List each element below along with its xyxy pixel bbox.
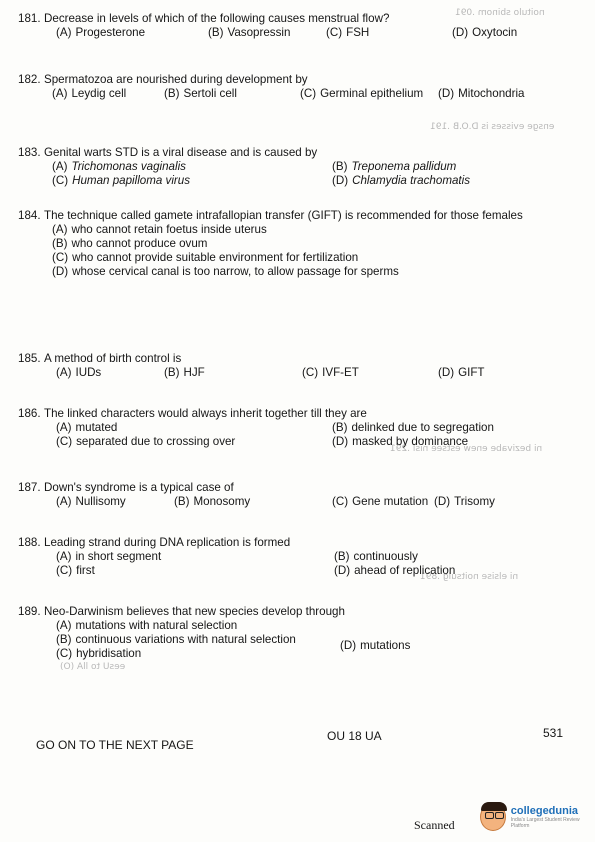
question-number: 182. xyxy=(18,73,41,86)
option-d: (D) whose cervical canal is too narrow, to allow passage for sperms xyxy=(52,265,399,278)
question-number: 186. xyxy=(18,407,41,420)
option-a: (A) who cannot retain foetus inside uterus xyxy=(52,223,267,236)
option-a: (A) IUDs xyxy=(56,366,102,379)
question-text: Decrease in levels of which of the following causes menstrual flow? xyxy=(44,12,390,25)
question-number: 183. xyxy=(18,146,41,159)
option-d: (D) GIFT xyxy=(438,366,485,379)
option-a: (A) mutations with natural selection xyxy=(56,619,238,632)
option-d: (D) mutations xyxy=(340,639,411,652)
option-a: (A) Progesterone xyxy=(56,26,146,39)
question-189 xyxy=(18,605,578,661)
option-d: (D) Chlamydia trachomatis xyxy=(332,174,471,187)
option-d: (D) Oxytocin xyxy=(452,26,518,39)
page-number: 531 xyxy=(543,726,564,740)
option-c: (C) Gene mutation xyxy=(332,495,429,508)
question-181 xyxy=(18,12,578,40)
option-d: (D) ahead of replication xyxy=(334,564,456,577)
question-number: 185. xyxy=(18,352,41,365)
option-d: (D) Mitochondria xyxy=(438,87,525,100)
option-c: (C) FSH xyxy=(326,26,370,39)
question-text: Genital warts STD is a viral disease and is caused by xyxy=(44,146,318,159)
option-c: (C) Germinal epithelium xyxy=(300,87,424,100)
question-186 xyxy=(18,407,578,449)
option-b: (B) continuously xyxy=(334,550,418,563)
option-c: (C) IVF-ET xyxy=(302,366,359,379)
question-182 xyxy=(18,73,578,101)
question-number: 189. xyxy=(18,605,41,618)
option-b: (B) HJF xyxy=(164,366,205,379)
option-b: (B) continuous variations with natural selection xyxy=(56,633,296,646)
bleed-through-text: ni elsise noitsulg .891 xyxy=(420,572,519,582)
option-a: (A) Leydig cell xyxy=(52,87,127,100)
option-d: (D) Trisomy xyxy=(434,495,495,508)
option-b: (B) Sertoli cell xyxy=(164,87,237,100)
bleed-through-text: noitulo sbinom .091 xyxy=(455,8,545,18)
question-number: 184. xyxy=(18,209,41,222)
option-a: (A) Trichomonas vaginalis xyxy=(52,160,186,173)
option-b: (B) delinked due to segregation xyxy=(332,421,494,434)
question-number: 181. xyxy=(18,12,41,25)
question-number: 187. xyxy=(18,481,41,494)
option-a: (A) mutated xyxy=(56,421,118,434)
collegedunia-logo xyxy=(480,800,592,834)
option-b: (B) Treponema pallidum xyxy=(332,160,457,173)
booklet-code: OU 18 UA xyxy=(327,729,382,743)
scanned-label: Scanned xyxy=(414,818,455,832)
option-c: (C) who cannot provide suitable environment for fertilization xyxy=(52,251,359,264)
bleed-through-text: ni bezivabe enew estsee nisl .291 xyxy=(390,444,543,454)
question-text: The technique called gamete intrafallopian transfer (GIFT) is recommended for those females xyxy=(44,209,523,222)
avatar-icon xyxy=(480,803,506,831)
bleed-through-text: ensge evisses is D.O.B .191 xyxy=(430,122,555,132)
question-text: Leading strand during DNA replication is formed xyxy=(44,536,291,549)
question-188 xyxy=(18,536,578,578)
option-c: (C) hybridisation xyxy=(56,647,142,660)
question-text: The linked characters would always inherit together till they are xyxy=(44,407,367,420)
question-text: Spermatozoa are nourished during development by xyxy=(44,73,308,86)
option-c: (C) first xyxy=(56,564,95,577)
question-187 xyxy=(18,481,578,509)
logo-brand-text: collegedunia xyxy=(510,805,579,817)
question-text: Down's syndrome is a typical case of xyxy=(44,481,234,494)
bleed-through-text: eesU to llA (O) xyxy=(60,662,126,672)
option-a: (A) Nullisomy xyxy=(56,495,126,508)
next-page-note: GO ON TO THE NEXT PAGE xyxy=(36,738,194,752)
question-text: A method of birth control is xyxy=(44,352,182,365)
option-a: (A) in short segment xyxy=(56,550,162,563)
question-text: Neo-Darwinism believes that new species develop through xyxy=(44,605,345,618)
question-184 xyxy=(18,209,578,279)
option-c: (C) separated due to crossing over xyxy=(56,435,236,448)
option-c: (C) Human papilloma virus xyxy=(52,174,191,187)
question-185 xyxy=(18,352,578,380)
option-d: (D) masked by dominance xyxy=(332,435,469,448)
logo-tagline: India's Largest Student Review Platform xyxy=(510,817,580,829)
option-b: (B) who cannot produce ovum xyxy=(52,237,208,250)
question-183 xyxy=(18,146,578,188)
option-b: (B) Monosomy xyxy=(174,495,251,508)
question-number: 188. xyxy=(18,536,41,549)
option-b: (B) Vasopressin xyxy=(208,26,291,39)
